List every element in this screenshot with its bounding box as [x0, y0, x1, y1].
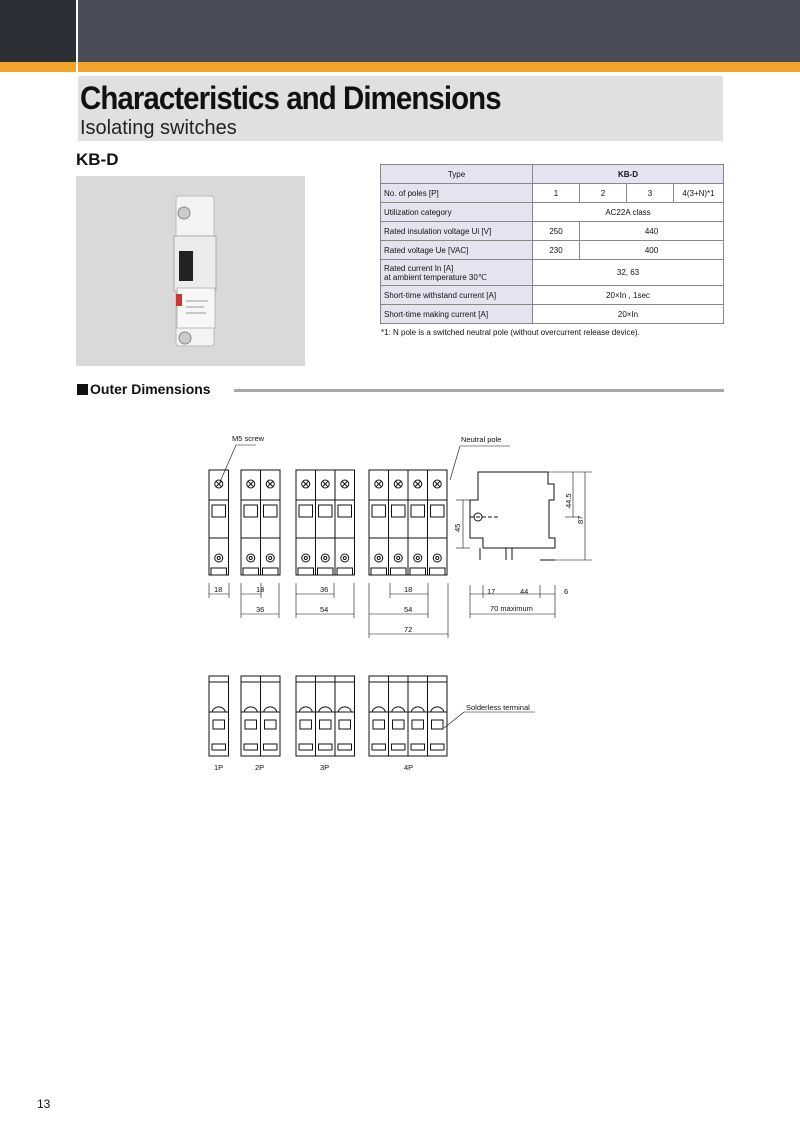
current-value: 32, 63 — [533, 260, 724, 286]
front-view-4p — [369, 470, 447, 575]
dim-18c: 18 — [404, 585, 413, 594]
model-heading: KB-D — [76, 150, 119, 169]
bottom-view-1p — [209, 676, 229, 756]
side-view — [470, 472, 555, 560]
voltage-label: Rated voltage Ue [VAC] — [381, 241, 533, 260]
making-label: Short-time making current [A] — [381, 305, 533, 324]
utilization-value: AC22A class — [533, 203, 724, 222]
spec-footnote: *1: N pole is a switched neutral pole (without overcurrent release device). — [381, 328, 640, 337]
dim-70-maximum: 70 maximum — [490, 604, 533, 613]
page-number: 13 — [37, 1097, 51, 1111]
dim-72: 72 — [404, 625, 413, 634]
making-value: 20×In — [533, 305, 724, 324]
voltage-1p: 230 — [533, 241, 580, 260]
dim-54b: 54 — [404, 605, 413, 614]
insulation-other: 440 — [580, 222, 724, 241]
page-subtitle: Isolating switches — [80, 117, 237, 139]
poles-2: 2 — [580, 184, 627, 203]
insulation-label: Rated insulation voltage Ui [V] — [381, 222, 533, 241]
dim-18a: 18 — [214, 585, 223, 594]
utilization-label: Utilization category — [381, 203, 533, 222]
poles-1: 1 — [533, 184, 580, 203]
dim-36b: 36 — [320, 585, 329, 594]
bottom-view-4p — [369, 676, 447, 756]
pole-label-4p: 4P — [404, 763, 414, 772]
spec-header-value: KB-D — [533, 165, 724, 184]
dim-18b: 18 — [256, 585, 265, 594]
poles-4: 4(3+N)*1 — [674, 184, 724, 203]
pole-label-1p: 1P — [214, 763, 224, 772]
label-neutral-pole: Neutral pole — [461, 435, 502, 444]
poles-3: 3 — [627, 184, 674, 203]
dim-36a: 36 — [256, 605, 265, 614]
dim-45: 45 — [453, 523, 462, 532]
bottom-views — [209, 676, 447, 756]
page-title: Characteristics and Dimensions — [80, 80, 501, 116]
dim-87: 87 — [576, 515, 585, 524]
withstand-value: 20×In , 1sec — [533, 286, 724, 305]
dim-44: 44 — [520, 587, 529, 596]
poles-label: No. of poles [P] — [381, 184, 533, 203]
dim-6: 6 — [564, 587, 569, 596]
label-solderless-terminal: Solderless terminal — [466, 703, 530, 712]
current-label-line1: Rated current In [A] — [384, 263, 454, 273]
voltage-other: 400 — [580, 241, 724, 260]
insulation-1p: 250 — [533, 222, 580, 241]
dim-54a: 54 — [320, 605, 329, 614]
pole-label-2p: 2P — [255, 763, 265, 772]
bottom-view-2p — [241, 676, 280, 756]
current-label-line2: at ambient temperature 30℃ — [384, 272, 487, 282]
section-title: Outer Dimensions — [90, 381, 211, 397]
front-view-1p — [209, 470, 229, 575]
withstand-label: Short-time withstand current [A] — [381, 286, 533, 305]
front-views — [209, 470, 447, 575]
pole-label-3p: 3P — [320, 763, 330, 772]
dim-17: 17 — [487, 587, 496, 596]
bottom-view-3p — [296, 676, 355, 756]
label-m5-screw: M5 screw — [232, 434, 265, 443]
spec-header-label: Type — [381, 165, 533, 184]
front-view-2p — [241, 470, 280, 575]
dim-44-5: 44.5 — [564, 493, 573, 508]
front-view-3p — [296, 470, 355, 575]
